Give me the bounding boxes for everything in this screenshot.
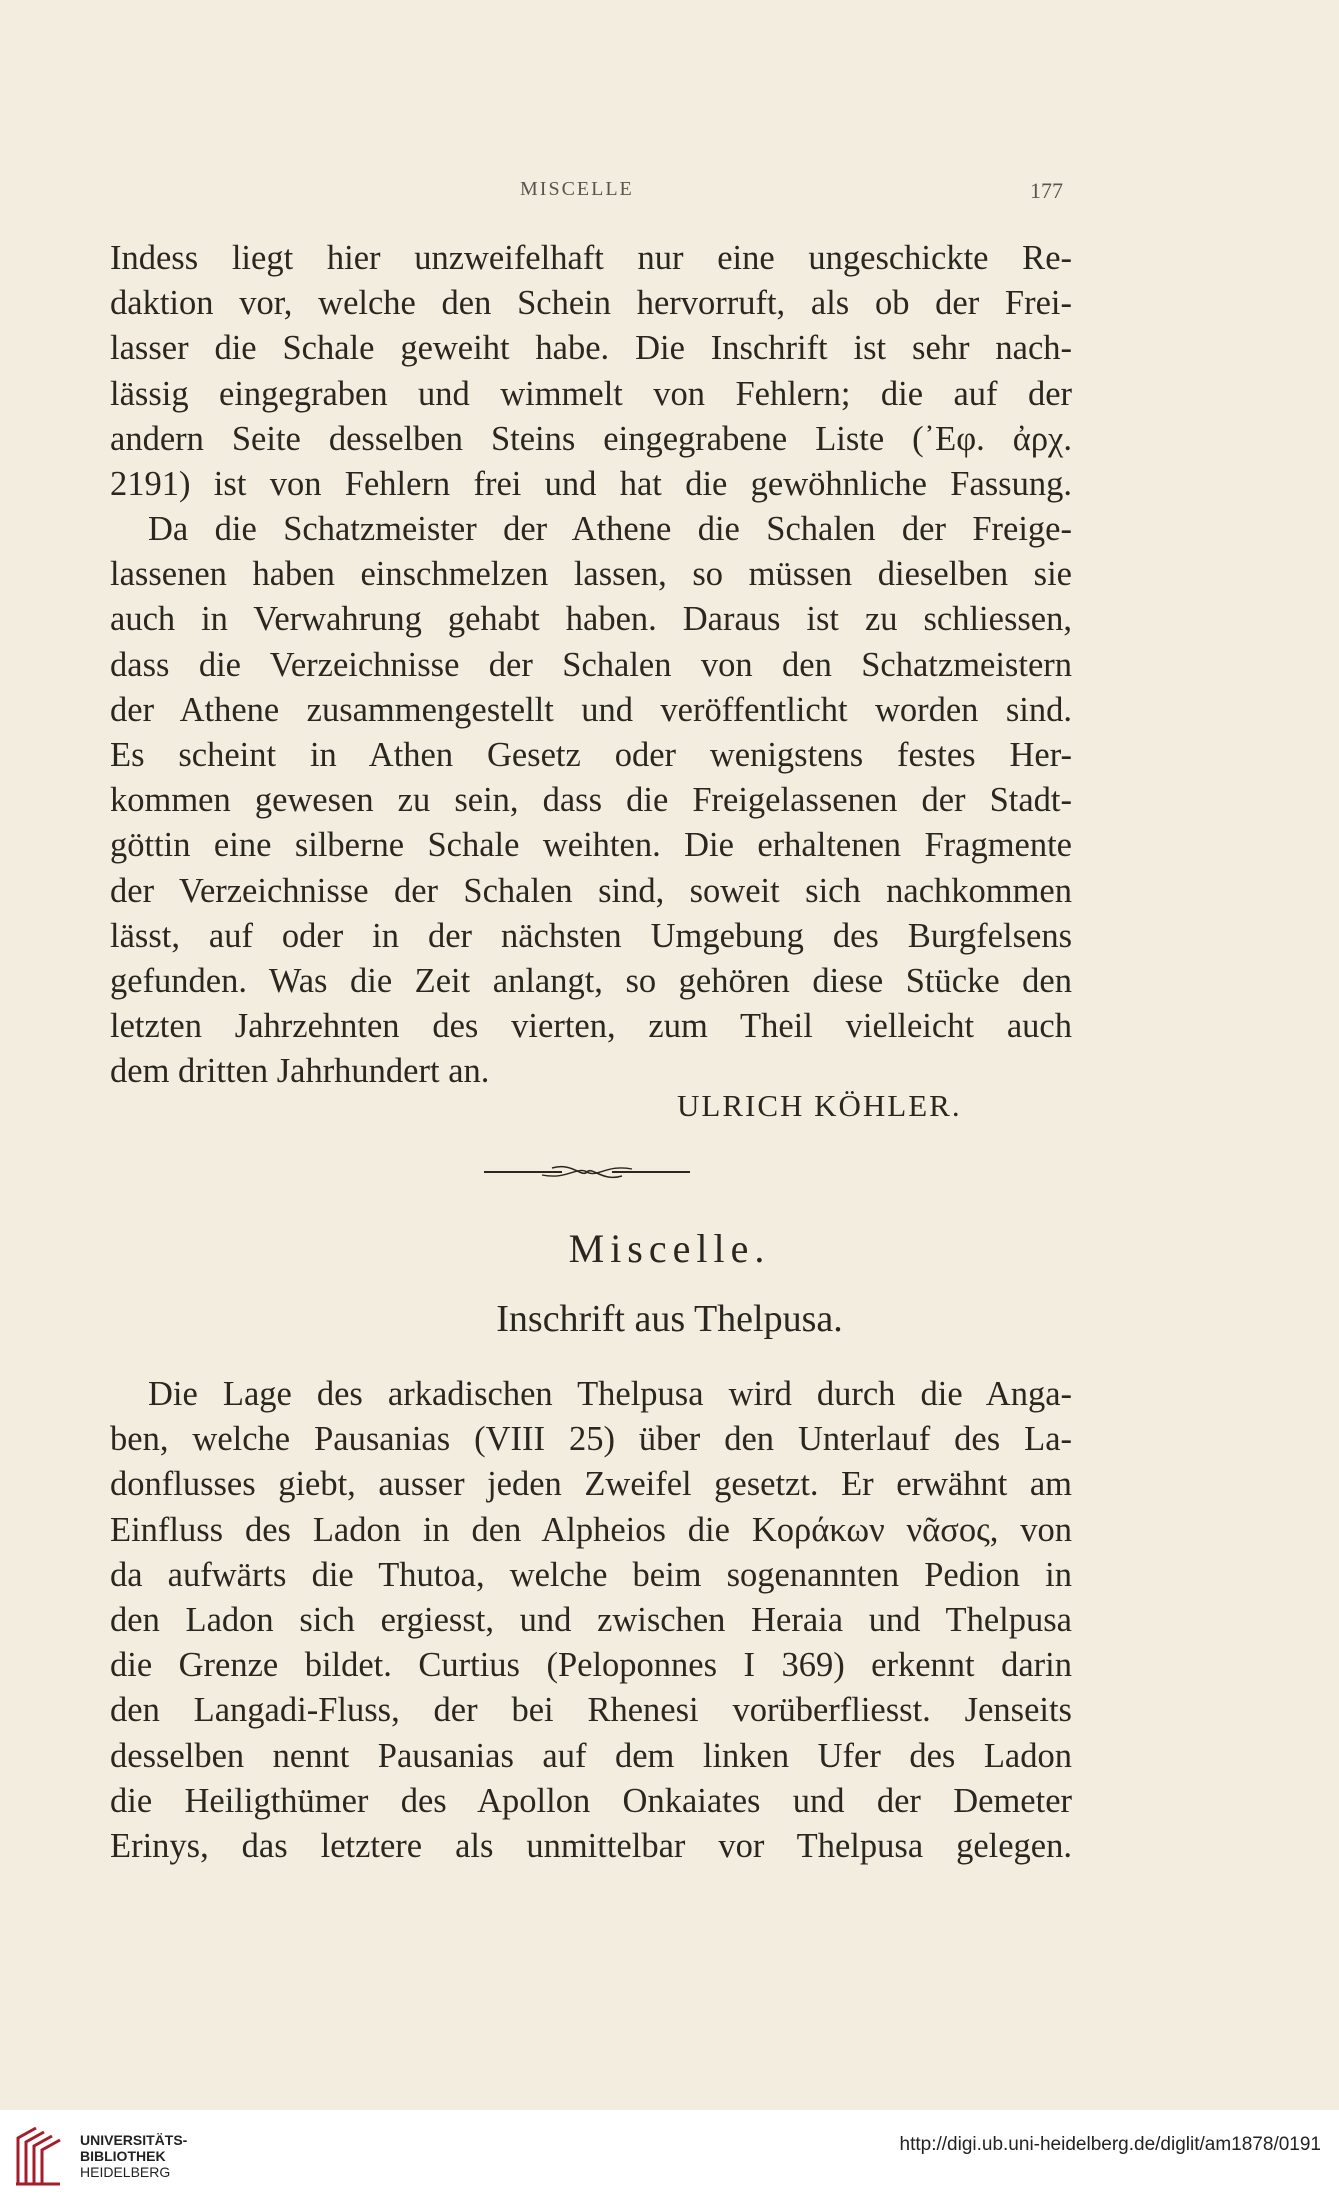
text-line: die Heiligthümer des Apollon Onkaiates und der Demeter: [110, 1781, 1072, 1820]
ornament-divider: [482, 1160, 692, 1184]
library-logo-icon: [14, 2124, 70, 2188]
text-line: auch in Verwahrung gehabt haben. Daraus ist zu schliessen,: [110, 600, 1072, 639]
paragraph-3: [110, 1372, 1072, 1869]
library-name-line: BIBLIOTHEK: [80, 2148, 166, 2164]
text-line: letzten Jahrzehnten des vierten, zum Theil vielleicht auch: [110, 1007, 1072, 1046]
text-line: der Athene zusammengestellt und veröffentlicht worden sind.: [110, 690, 1072, 729]
text-line: den Ladon sich ergiesst, und zwischen Heraia und Thelpusa: [110, 1601, 1072, 1640]
text-line: lässt, auf oder in der nächsten Umgebung des Burgfelsens: [110, 916, 1072, 955]
library-name-line: HEIDELBERG: [80, 2164, 171, 2180]
text-line: donflusses giebt, ausser jeden Zweifel gesetzt. Er erwähnt am: [110, 1465, 1072, 1504]
text-line: da aufwärts die Thutoa, welche beim sogenannten Pedion in: [110, 1555, 1072, 1594]
text-line: Einfluss des Ladon in den Alpheios die Κοράκων νᾶσος, von: [110, 1510, 1072, 1549]
text-line: lassenen haben einschmelzen lassen, so müssen dieselben sie: [110, 555, 1072, 594]
source-url-link[interactable]: http://digi.ub.uni-heidelberg.de/diglit/am1878/0191: [899, 2134, 1321, 2155]
text-line: ben, welche Pausanias (VIII 25) über den Unterlauf des La-: [110, 1420, 1072, 1459]
running-head: MISCELLE: [520, 178, 634, 200]
text-line: lasser die Schale geweiht habe. Die Inschrift ist sehr nach-: [110, 329, 1072, 368]
text-line: lässig eingegraben und wimmelt von Fehlern; die auf der: [110, 374, 1072, 413]
text-line: Indess liegt hier unzweifelhaft nur eine ungeschickte Re-: [110, 239, 1072, 277]
text-line: desselben nennt Pausanias auf dem linken Ufer des Ladon: [110, 1736, 1072, 1775]
text-line: den Langadi-Fluss, der bei Rhenesi vorüberfliesst. Jenseits: [110, 1691, 1072, 1730]
section-title: Miscelle.: [568, 1226, 771, 1271]
author-signature: ULRICH KÖHLER.: [677, 1088, 962, 1123]
text-line: göttin eine silberne Schale weihten. Die erhaltenen Fragmente: [110, 826, 1072, 865]
text-line: dem dritten Jahrhundert an.: [110, 1052, 490, 1091]
text-line: 2191) ist von Fehlern frei und hat die gewöhnliche Fassung.: [110, 465, 1072, 504]
paragraph-1: [110, 236, 1072, 507]
text-line: Es scheint in Athen Gesetz oder wenigstens festes Her-: [110, 736, 1072, 775]
library-name: [80, 2132, 187, 2180]
text-line: Da die Schatzmeister der Athene die Schalen der Freige-: [148, 510, 1072, 548]
text-line: der Verzeichnisse der Schalen sind, soweit sich nachkommen: [110, 871, 1072, 910]
text-line: gefunden. Was die Zeit anlangt, so gehören diese Stücke den: [110, 962, 1072, 1001]
text-line: andern Seite desselben Steins eingegrabene Liste (᾽Εφ. ἀρχ.: [110, 419, 1072, 458]
library-footer: [0, 2110, 1339, 2200]
text-line: dass die Verzeichnisse der Schalen von den Schatzmeistern: [110, 645, 1072, 684]
text-line: kommen gewesen zu sein, dass die Freigelassenen der Stadt-: [110, 781, 1072, 820]
page-number: 177: [1030, 178, 1063, 203]
paragraph-2: [110, 507, 1072, 1095]
text-line: Erinys, das letztere als unmittelbar vor Thelpusa gelegen.: [110, 1827, 1072, 1866]
text-line: Die Lage des arkadischen Thelpusa wird durch die Anga-: [148, 1375, 1072, 1413]
text-line: daktion vor, welche den Schein hervorruft, als ob der Frei-: [110, 284, 1072, 323]
section-subtitle: Inschrift aus Thelpusa.: [496, 1298, 843, 1340]
library-name-line: UNIVERSITÄTS-: [80, 2132, 188, 2148]
text-line: die Grenze bildet. Curtius (Peloponnes I 369) erkennt darin: [110, 1646, 1072, 1685]
